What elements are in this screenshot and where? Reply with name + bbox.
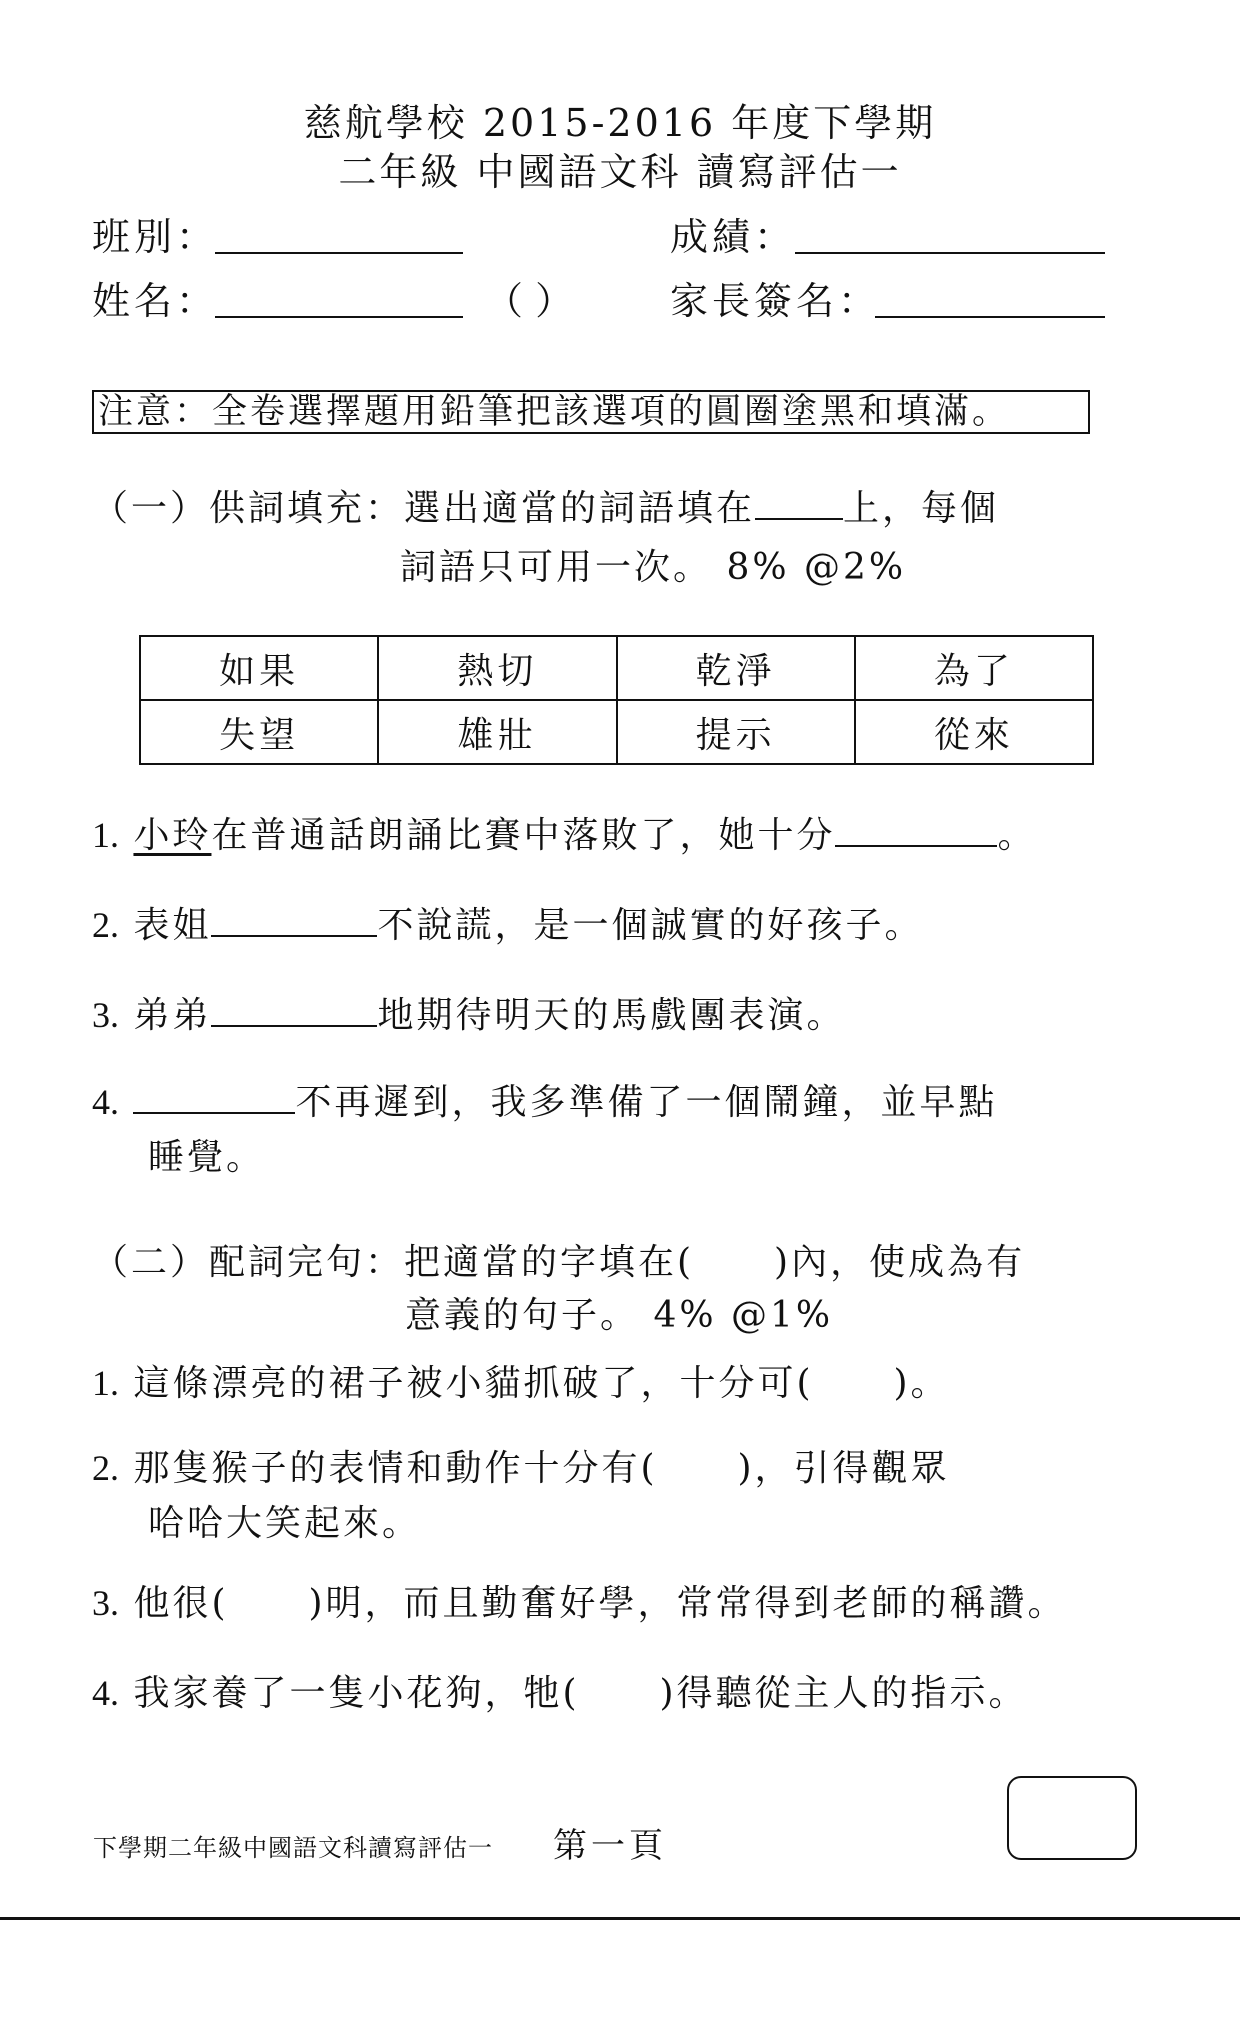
answer-blank[interactable] [835,815,997,847]
name-field[interactable] [215,316,463,318]
exam-title-school: 慈航學校 2015-2016 年度下學期 [303,101,937,145]
question-text: )。 [893,1363,950,1404]
question-number: 2. [92,1448,119,1488]
parent-signature-label: 家長簽名： [670,279,881,323]
word-bank-table [139,635,1094,765]
question-text: 在普通話朗誦比賽中落敗了，她十分 [211,815,836,856]
word-bank-cell: 為了 [855,636,1093,700]
footer-exam-name: 下學期二年級中國語文科讀寫評估一 [93,1834,493,1862]
question-number: 3. [92,995,119,1035]
page-bottom-rule [0,1917,1240,1920]
s1-question-4-line2: 睡覺。 [148,1137,266,1178]
answer-blank[interactable] [211,905,377,937]
question-text: 表姐 [133,905,212,946]
question-number: 1. [92,1363,119,1403]
class-field[interactable] [215,252,463,254]
section2-heading-line2: 意義的句子。 4% @1% [405,1295,834,1336]
class-number-paren: （ ） [485,279,574,323]
section1-heading [92,488,999,527]
proper-name: 小玲 [133,815,212,856]
word-bank-row [140,636,1093,700]
notice-box: 注意：全卷選擇題用鉛筆把該選項的圓圈塗黑和填滿。 [92,390,1090,434]
word-bank-cell: 失望 [140,700,378,764]
question-number: 2. [92,905,119,945]
word-bank-cell: 乾淨 [617,636,855,700]
word-bank-row [140,700,1093,764]
question-text: 不說謊，是一個誠實的好孩子。 [377,905,924,946]
question-text: 弟弟 [133,995,212,1036]
s1-question-4 [92,1082,997,1121]
answer-blank[interactable] [133,1082,295,1114]
parent-signature-field[interactable] [875,316,1105,318]
section1-heading-line2: 詞語只可用一次。 8% @2% [400,547,907,588]
s1-question-3 [92,995,845,1034]
s1-question-1 [92,815,1037,854]
word-bank-cell: 從來 [855,700,1093,764]
s2-question-4 [92,1675,1028,1712]
question-number: 3. [92,1583,119,1623]
word-bank-cell: 如果 [140,636,378,700]
page-number: 第一頁 [553,1826,667,1866]
question-number: 4. [92,1673,119,1713]
question-text: 地期待明天的馬戲團表演。 [377,995,846,1036]
heading-blank [755,488,843,520]
s2-question-2 [92,1450,950,1487]
question-text: 。 [997,815,1037,856]
question-number: 1. [92,815,119,855]
score-field[interactable] [795,252,1105,254]
question-text: 那隻猴子的表情和動作十分有( [133,1448,658,1489]
question-number: 4. [92,1082,119,1122]
question-text: )得聽從主人的指示。 [659,1673,1028,1714]
question-text: 我家養了一隻小花狗，牠( [133,1673,580,1714]
s1-question-2 [92,905,923,944]
word-bank-cell: 提示 [617,700,855,764]
section1-heading-text-2: 上，每個 [843,488,1000,529]
word-bank-cell: 熱切 [378,636,616,700]
s2-question-1 [92,1365,950,1402]
section2-heading-text-2: )內，使成為有 [774,1242,1026,1283]
question-text: )明，而且勤奮好學，常常得到老師的稱讚。 [308,1583,1067,1624]
s2-question-3 [92,1585,1067,1622]
question-text: 他很( [133,1583,229,1624]
question-text: 這條漂亮的裙子被小貓抓破了，十分可( [133,1363,814,1404]
s2-question-2-line2: 哈哈大笑起來。 [148,1503,422,1544]
section1-heading-text: （一）供詞填充：選出適當的詞語填在 [92,488,756,529]
score-label: 成績： [670,215,797,259]
word-bank-cell: 雄壯 [378,700,616,764]
class-label: 班別： [92,215,219,259]
answer-blank[interactable] [211,995,377,1027]
section2-heading [92,1242,1026,1283]
exam-title-subject: 二年級 中國語文科 讀寫評估一 [338,150,902,194]
question-text: 不再遲到，我多準備了一個鬧鐘，並早點 [295,1082,998,1123]
section2-heading-text: （二）配詞完句：把適當的字填在( [92,1242,695,1283]
page-score-box[interactable] [1007,1776,1137,1860]
name-label: 姓名： [92,279,219,323]
question-text: )，引得觀眾 [737,1448,950,1489]
